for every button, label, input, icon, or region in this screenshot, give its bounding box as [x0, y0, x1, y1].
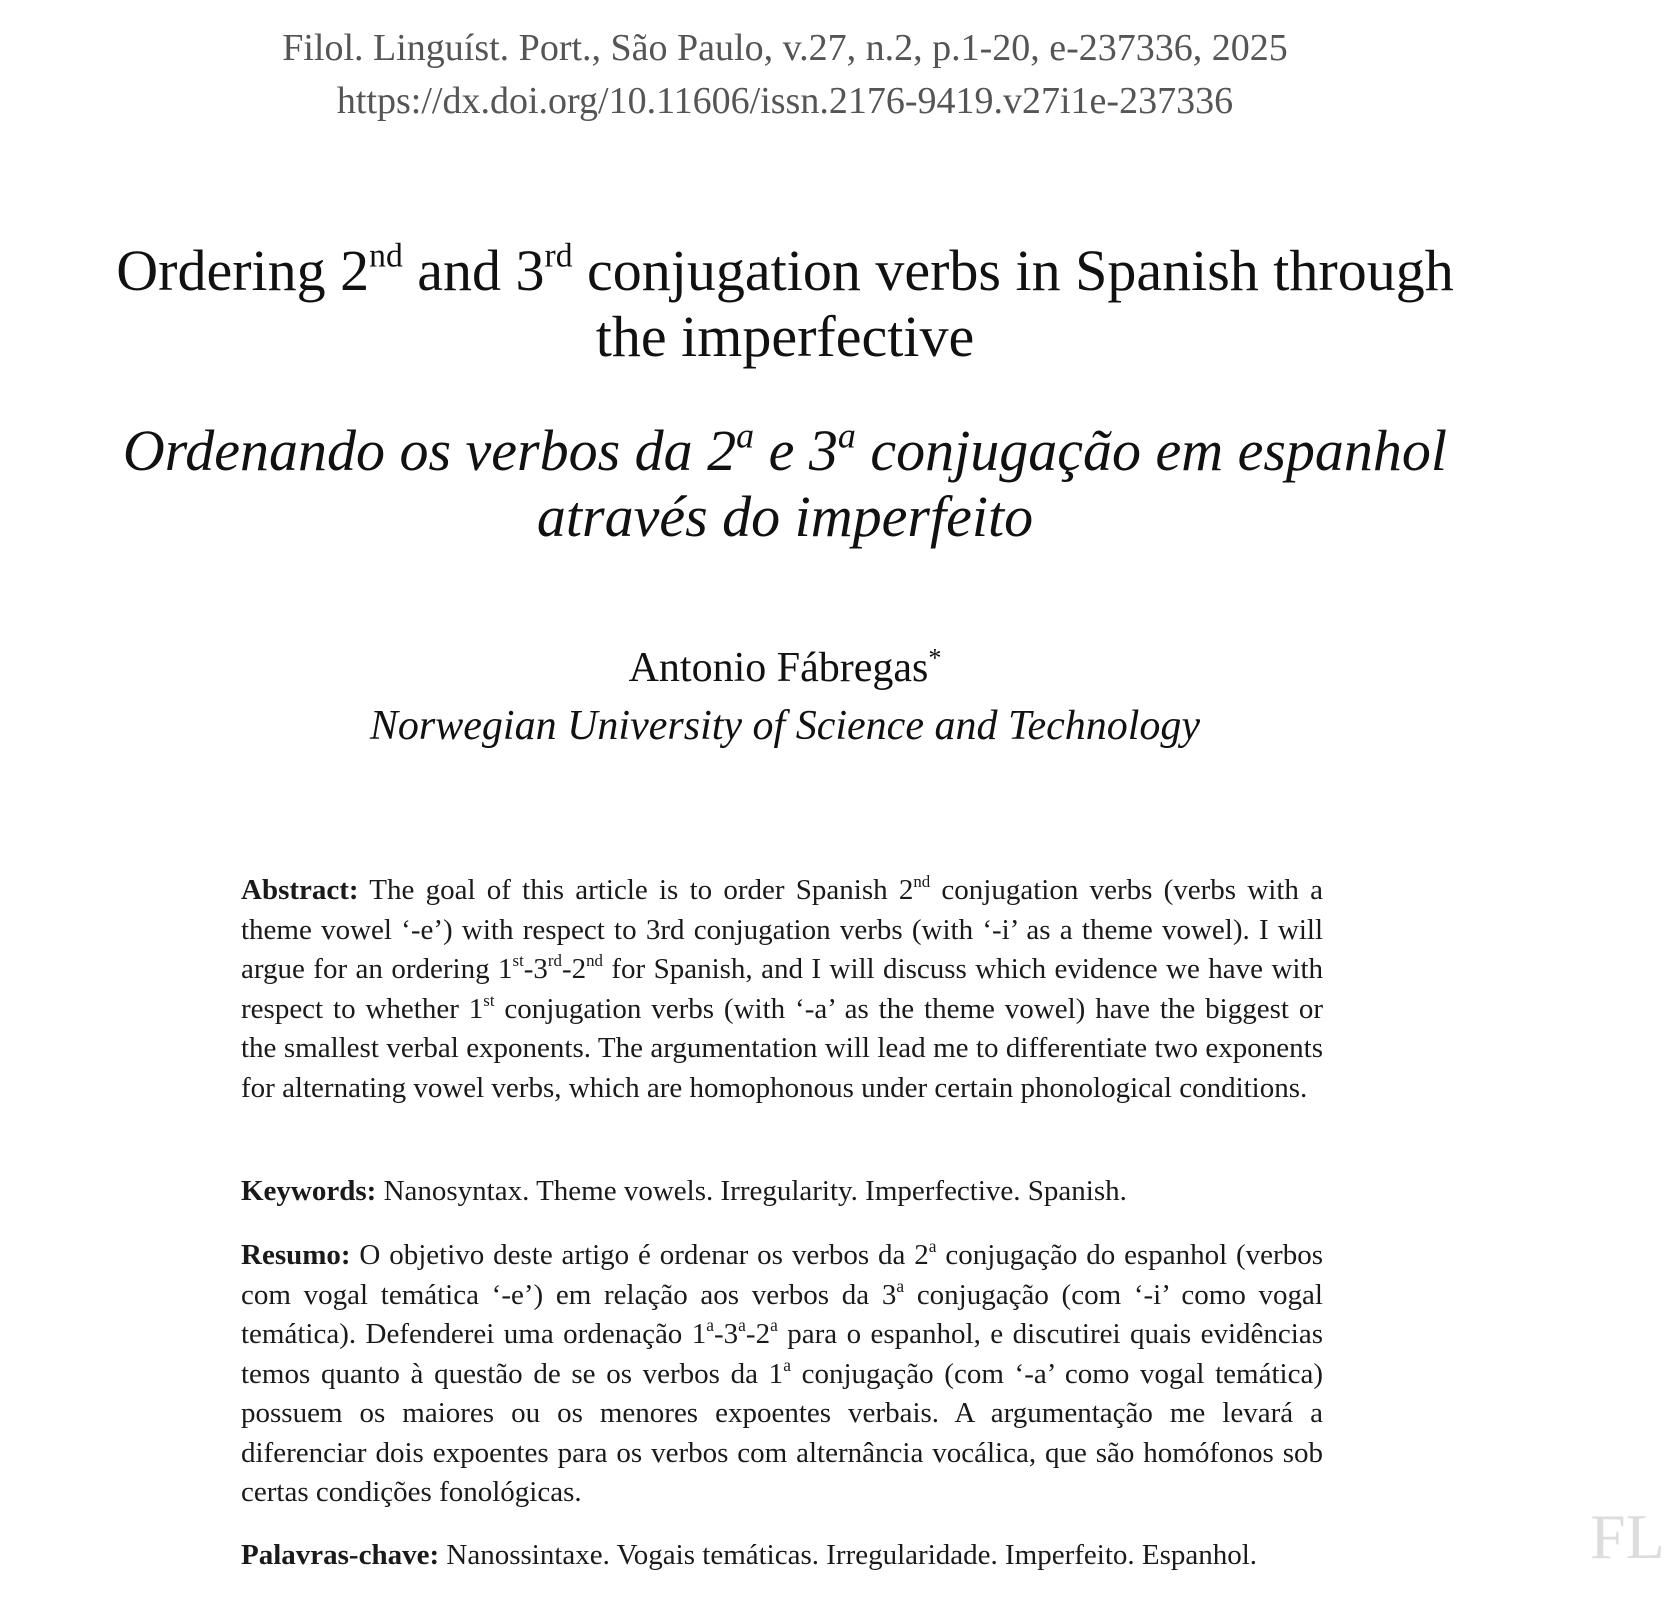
ordinal-indicator: a: [928, 1235, 937, 1256]
ordinal-superscript: nd: [586, 951, 603, 971]
title-english-line-2: the imperfective: [595, 304, 975, 369]
abstract-text: -2: [561, 953, 587, 985]
resumo-text: para o espanhol, e discutirei quais evidências temos quanto à questão de se os verbos da 1: [241, 1318, 1324, 1390]
title-portuguese: [0, 415, 1570, 550]
title-text: and 3: [402, 238, 545, 303]
ordinal-indicator: a: [736, 415, 755, 456]
resumo-text: conjugação (com ‘-a’ como vogal temática) possuem os maiores ou os menores expoentes verbais. A argumentação me levará a diferenciar dois expoentes para os verbos com alternância vocálica, que são homófonos sob certas condições fonológicas.: [241, 1357, 1323, 1508]
author-name: [0, 642, 1570, 694]
title-english-line-1: [0, 238, 1570, 304]
resumo-text: O objetivo deste artigo é ordenar os verbos da 2: [350, 1239, 929, 1271]
abstract-text: conjugation verbs (with ‘-a’ as the theme vowel) have the biggest or the smallest verbal exponents. The argumentation will lead me to differentiate two exponents for alternating vowel verbs, which are homophonous under certain phonological conditions.: [241, 992, 1323, 1104]
title-portuguese-line-1: [0, 415, 1570, 484]
palavras-chave-text: Nanossintaxe. Vogais temáticas. Irregularidade. Imperfeito. Espanhol.: [439, 1539, 1258, 1571]
author-footnote-mark[interactable]: *: [928, 643, 942, 673]
abstract-portuguese: [241, 1236, 1323, 1513]
ordinal-indicator: a: [770, 1314, 778, 1335]
ordinal-indicator: a: [896, 1275, 905, 1296]
keywords-portuguese: [241, 1536, 1323, 1576]
abstract-english: [241, 871, 1323, 1108]
title-text: Ordering 2: [116, 238, 370, 303]
abstract-label: Abstract:: [241, 874, 359, 906]
ordinal-superscript: rd: [547, 951, 562, 971]
ordinal-superscript: nd: [913, 872, 931, 892]
abstract-text: The goal of this article is to order Spanish 2: [358, 874, 914, 906]
keywords-english: [241, 1172, 1323, 1212]
resumo-label: Resumo:: [241, 1239, 351, 1271]
resumo-text: -3: [714, 1318, 739, 1350]
author-affiliation: Norwegian University of Science and Technology: [369, 703, 1201, 749]
title-text: conjugação em espanhol: [855, 418, 1448, 483]
journal-header: [0, 22, 1570, 128]
ordinal-superscript: st: [483, 990, 495, 1010]
abstract-text: -3: [523, 953, 548, 985]
title-text: Ordenando os verbos da 2: [122, 418, 737, 483]
journal-watermark: FL: [1590, 1501, 1665, 1572]
resumo-text: -2: [745, 1318, 771, 1350]
keywords-text: Nanosyntax. Theme vowels. Irregularity. Imperfective. Spanish.: [376, 1175, 1127, 1207]
title-text: e 3: [754, 418, 838, 483]
abstract-text: conjugation verbs (verbs with a theme vowel ‘-e’) with respect to 3rd conjugation verbs (with ‘-i’ as a theme vowel). I will argue for an ordering 1: [241, 874, 1323, 985]
abstract-text: for Spanish, and I will discuss which evidence we have with respect to whether 1: [241, 953, 1323, 1025]
title-english: [0, 238, 1570, 370]
ordinal-superscript: st: [512, 951, 524, 971]
ordinal-superscript: nd: [369, 237, 403, 275]
title-portuguese-line-2: através do imperfeito: [536, 484, 1034, 549]
keywords-label: Keywords:: [241, 1175, 377, 1207]
ordinal-indicator: a: [738, 1314, 746, 1335]
title-text: conjugation verbs in Spanish through: [572, 238, 1454, 303]
resumo-text: conjugação do espanhol (verbos com vogal temática ‘-e’) em relação aos verbos da 3: [241, 1239, 1323, 1311]
citation-line: Filol. Linguíst. Port., São Paulo, v.27, n.2, p.1-20, e-237336, 2025: [282, 27, 1288, 69]
ordinal-indicator: a: [837, 415, 856, 456]
author-name-text: Antonio Fábregas: [628, 645, 929, 691]
resumo-text: conjugação (com ‘-i’ como vogal temática). Defenderei uma ordenação 1: [241, 1278, 1323, 1350]
ordinal-superscript: rd: [544, 237, 573, 275]
palavras-chave-label: Palavras-chave:: [241, 1539, 440, 1571]
doi-line: https://dx.doi.org/10.11606/issn.2176-9419.v27i1e-237336: [336, 80, 1234, 122]
ordinal-indicator: a: [783, 1354, 791, 1375]
ordinal-indicator: a: [706, 1314, 714, 1335]
